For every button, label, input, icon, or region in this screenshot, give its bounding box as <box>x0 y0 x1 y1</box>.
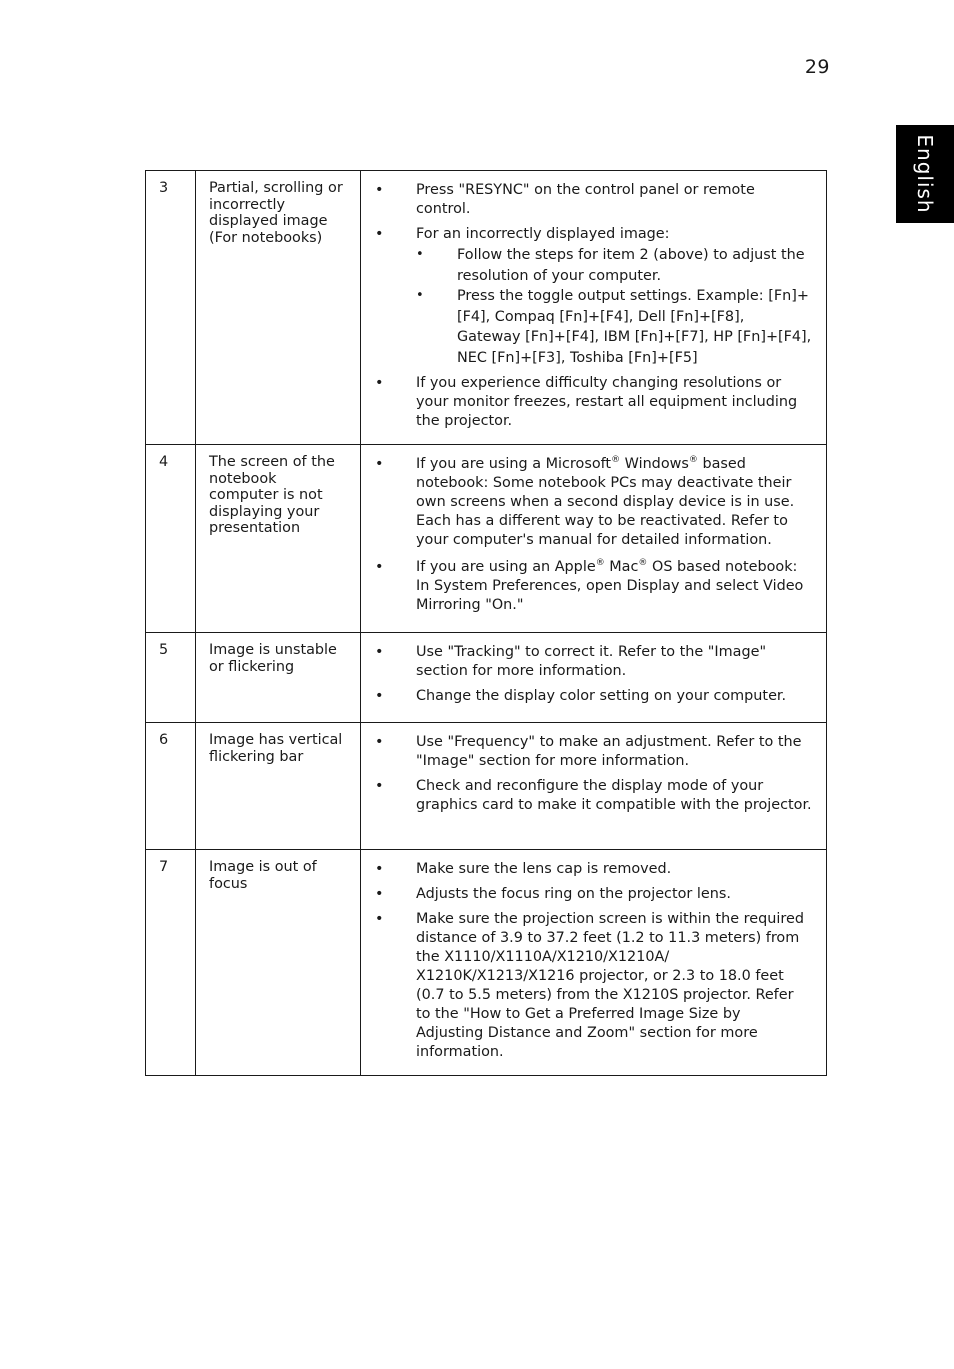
page-number: 29 <box>804 56 830 78</box>
row-number: 6 <box>146 723 196 850</box>
table-row <box>146 723 827 850</box>
solution-cell <box>361 445 827 633</box>
solution-item: • Adjusts the focus ring on the projector lens. <box>375 885 812 904</box>
row-number: 3 <box>146 171 196 445</box>
language-tab-label: English <box>913 134 937 214</box>
registered-mark: ® <box>611 455 621 466</box>
solution-item: • Make sure the lens cap is removed. <box>375 860 812 879</box>
solution-item: • Use "Tracking" to correct it. Refer to the "Image" section for more information. <box>375 643 812 681</box>
solution-item: • Check and reconfigure the display mode of your graphics card to make it compatible with the projector. <box>375 777 812 815</box>
solution-cell <box>361 171 827 445</box>
row-number: 7 <box>146 850 196 1076</box>
row-number: 4 <box>146 445 196 633</box>
problem-cell: Image is out of focus <box>196 850 361 1076</box>
sub-solution-item: • Press the toggle output settings. Example: [Fn]+[F4], Compaq [Fn]+[F4], Dell [Fn]+[F8], Gateway [Fn]+[F4], IBM [Fn]+[F7], HP [Fn]+[F4], NEC [Fn]+[F3], Toshiba [Fn]+[F5] <box>416 286 812 368</box>
solution-item: • Press "RESYNC" on the control panel or remote control. <box>375 181 812 219</box>
solution-cell <box>361 633 827 723</box>
solution-item <box>375 225 812 368</box>
problem-cell: Image has vertical flickering bar <box>196 723 361 850</box>
language-tab <box>896 125 954 223</box>
solution-item: • Make sure the projection screen is within the required distance of 3.9 to 37.2 feet (1.2 to 11.3 meters) from the X1110/X1110A/X1210/X1210A/ X1210K/X1213/X1216 projector, or 2.3 to 18.0 feet (0.7 to 5.5 meters) from the X1210S projector. Refer to the "How to Get a Preferred Image Size by Adjusting Distance and Zoom" section for more information. <box>375 910 812 1062</box>
solution-item: • If you experience difficulty changing resolutions or your monitor freezes, restart all equipment including the projector. <box>375 374 812 431</box>
solution-cell <box>361 850 827 1076</box>
problem-cell: The screen of the notebook computer is not displaying your presentation <box>196 445 361 633</box>
table-row <box>146 445 827 633</box>
row-number: 5 <box>146 633 196 723</box>
solution-item: • If you are using an Apple® Mac® OS based notebook: In System Preferences, open Display and select Video Mirroring "On." <box>375 558 812 615</box>
solution-item: • If you are using a Microsoft® Windows® based notebook: Some notebook PCs may deactivate their own screens when a second display device is in use. Each has a different way to be reactivated. Refer to your computer's manual for detailed information. <box>375 455 812 550</box>
solution-item: • Change the display color setting on your computer. <box>375 687 812 706</box>
problem-cell: Image is unstable or flickering <box>196 633 361 723</box>
table-row <box>146 633 827 723</box>
table-row <box>146 171 827 445</box>
table-row <box>146 850 827 1076</box>
registered-mark: ® <box>688 455 698 466</box>
solution-cell <box>361 723 827 850</box>
solution-item: • Use "Frequency" to make an adjustment. Refer to the "Image" section for more information. <box>375 733 812 771</box>
registered-mark: ® <box>595 558 605 569</box>
solution-text: For an incorrectly displayed image: <box>416 226 670 242</box>
problem-cell: Partial, scrolling or incorrectly displayed image (For notebooks) <box>196 171 361 445</box>
sub-solution-item: • Follow the steps for item 2 (above) to adjust the resolution of your computer. <box>416 245 812 286</box>
registered-mark: ® <box>638 558 648 569</box>
troubleshooting-table <box>145 170 827 1076</box>
